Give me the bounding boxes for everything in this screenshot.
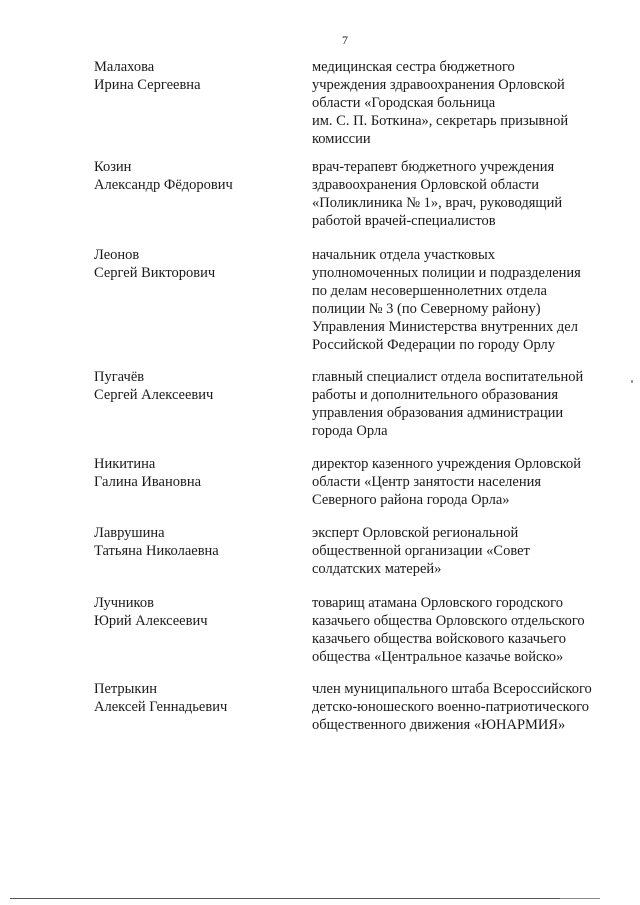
position-line: управления образования администрации: [312, 405, 564, 421]
position-line: полиции № 3 (по Северному району): [312, 301, 541, 317]
position-line: Российской Федерации по городу Орлу: [312, 337, 556, 353]
member-given-names: Сергей Алексеевич: [94, 387, 214, 403]
member-name: [94, 246, 294, 282]
position-line: учреждения здравоохранения Орловской: [312, 77, 565, 93]
member-given-names: Юрий Алексеевич: [94, 613, 208, 629]
position-line: эксперт Орловской региональной: [312, 525, 519, 541]
position-line: врач-терапевт бюджетного учреждения: [312, 159, 555, 175]
page-number: 7: [342, 33, 348, 47]
position-line: главный специалист отдела воспитательной: [312, 369, 584, 385]
position-line: города Орла: [312, 423, 388, 439]
member-surname: Лучников: [94, 595, 154, 611]
member-given-names: Александр Фёдорович: [94, 177, 233, 193]
member-name: [94, 58, 294, 94]
scan-artifact: [631, 380, 633, 383]
position-line: здравоохранения Орловской области: [312, 177, 539, 193]
position-line: казачьего общества Орловского отдельского: [312, 613, 585, 629]
member-given-names: Галина Ивановна: [94, 474, 202, 490]
position-line: Управления Министерства внутренних дел: [312, 319, 578, 335]
member-name: [94, 680, 294, 716]
member-given-names: Ирина Сергеевна: [94, 77, 201, 93]
member-given-names: Сергей Викторович: [94, 265, 216, 281]
member-surname: Пугачёв: [94, 369, 145, 385]
member-name: [94, 455, 294, 491]
member-position: [312, 158, 612, 230]
position-line: товарищ атамана Орловского городского: [312, 595, 563, 611]
member-position: [312, 58, 612, 148]
member-list: [0, 58, 640, 858]
position-line: Северного района города Орла»: [312, 492, 510, 508]
member-name: [94, 524, 294, 560]
member-given-names: Алексей Геннадьевич: [94, 699, 228, 715]
member-position: [312, 368, 612, 440]
scan-edge-line: [10, 898, 560, 899]
position-line: уполномоченных полиции и подразделения: [312, 265, 581, 281]
member-position: [312, 246, 612, 354]
position-line: «Поликлиника № 1», врач, руководящий: [312, 195, 563, 211]
scan-edge-line: [560, 898, 600, 899]
member-surname: Малахова: [94, 59, 155, 75]
position-line: работы и дополнительного образования: [312, 387, 558, 403]
position-line: работой врачей-специалистов: [312, 213, 496, 229]
member-position: [312, 524, 612, 578]
member-name: [94, 158, 294, 194]
member-surname: Лаврушина: [94, 525, 165, 541]
position-line: солдатских матерей»: [312, 561, 442, 577]
member-name: [94, 594, 294, 630]
member-surname: Никитина: [94, 456, 156, 472]
member-surname: Леонов: [94, 247, 140, 263]
position-line: области «Городская больница: [312, 95, 496, 111]
member-position: [312, 680, 612, 734]
position-line: казачьего общества войскового казачьего: [312, 631, 566, 647]
position-line: директор казенного учреждения Орловской: [312, 456, 582, 472]
member-surname: Петрыкин: [94, 681, 157, 697]
position-line: по делам несовершеннолетних отдела: [312, 283, 547, 299]
member-position: [312, 455, 612, 509]
position-line: комиссии: [312, 131, 371, 147]
position-line: общественной организации «Совет: [312, 543, 530, 559]
position-line: детско-юношеского военно-патриотического: [312, 699, 590, 715]
member-given-names: Татьяна Николаевна: [94, 543, 219, 559]
member-surname: Козин: [94, 159, 132, 175]
position-line: член муниципального штаба Всероссийского: [312, 681, 592, 697]
position-line: общества «Центральное казачье войско»: [312, 649, 564, 665]
member-name: [94, 368, 294, 404]
position-line: им. С. П. Боткина», секретарь призывной: [312, 113, 569, 129]
position-line: медицинская сестра бюджетного: [312, 59, 515, 75]
position-line: области «Центр занятости населения: [312, 474, 542, 490]
position-line: начальник отдела участковых: [312, 247, 495, 263]
position-line: общественного движения «ЮНАРМИЯ»: [312, 717, 566, 733]
member-position: [312, 594, 612, 666]
